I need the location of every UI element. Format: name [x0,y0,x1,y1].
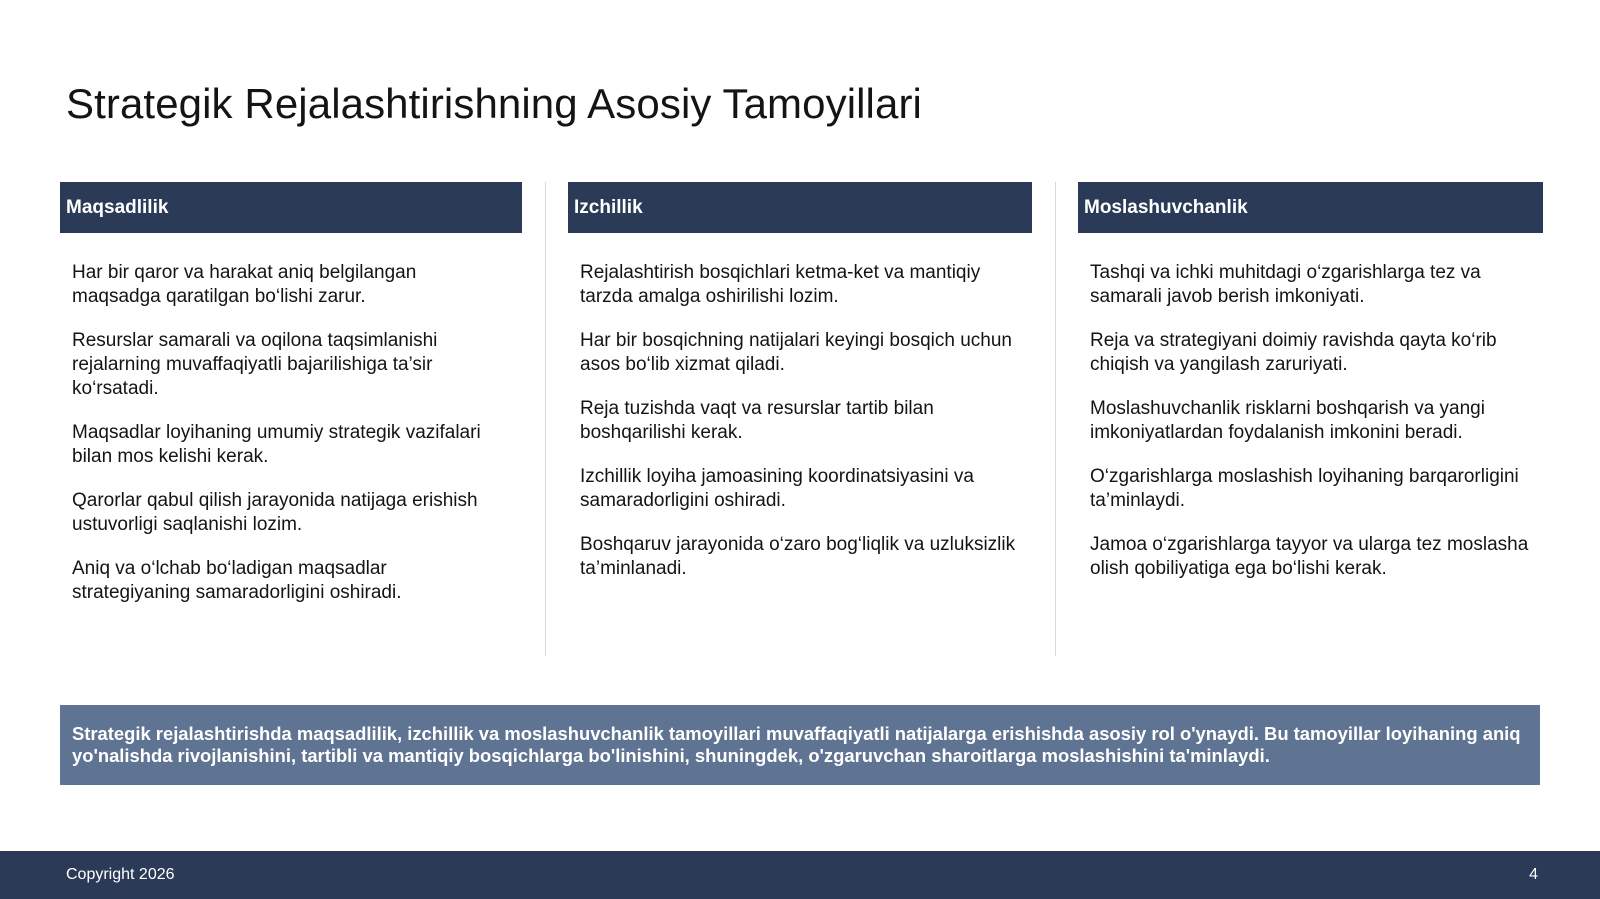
list-item: Izchillik loyiha jamoasining koordinatsiyasini va samaradorligini oshiradi. [580,466,974,511]
column-izchillik [568,182,1032,601]
list-item: O‘zgarishlarga moslashish loyihaning barqarorligini ta’minlaydi. [1090,466,1519,511]
column-header: Moslashuvchanlik [1078,182,1543,233]
column-items [60,233,522,605]
list-item: Resurslar samarali va oqilona taqsimlanishi rejalarning muvaffaqiyatli bajarilishiga ta’sir ko‘rsatadi. [72,330,438,399]
list-item: Rejalashtirish bosqichlari ketma-ket va mantiqiy tarzda amalga oshirilishi lozim. [580,262,981,307]
list-item: Reja va strategiyani doimiy ravishda qayta ko‘rib chiqish va yangilash zaruriyati. [1090,330,1497,375]
footer-bar [0,851,1600,899]
column-moslashuvchanlik [1078,182,1543,601]
column-maqsadlilik [60,182,522,625]
page-number: 4 [1529,866,1538,883]
column-items [568,233,1032,581]
slide-title: Strategik Rejalashtirishning Asosiy Tamoyillari [66,80,922,127]
column-header: Maqsadlilik [60,182,522,233]
list-item: Har bir qaror va harakat aniq belgilangan maqsadga qaratilgan bo‘lishi zarur. [72,262,417,307]
list-item: Reja tuzishda vaqt va resurslar tartib bilan boshqarilishi kerak. [580,398,934,443]
column-divider [545,182,546,656]
list-item: Aniq va o‘lchab bo‘ladigan maqsadlar strategiyaning samaradorligini oshiradi. [72,558,402,603]
list-item: Har bir bosqichning natijalari keyingi bosqich uchun asos bo‘lib xizmat qiladi. [580,330,1012,375]
copyright-text: Copyright 2026 [66,866,175,883]
list-item: Jamoa o‘zgarishlarga tayyor va ularga tez moslasha olish qobiliyatiga ega bo‘lishi kerak. [1090,534,1529,579]
column-header: Izchillik [568,182,1032,233]
list-item: Qarorlar qabul qilish jarayonida natijaga erishish ustuvorligi saqlanishi lozim. [72,490,478,535]
list-item: Maqsadlar loyihaning umumiy strategik vazifalari bilan mos kelishi kerak. [72,422,481,467]
list-item: Moslashuvchanlik risklarni boshqarish va yangi imkoniyatlardan foydalanish imkonini beradi. [1090,398,1485,443]
summary-box: Strategik rejalashtirishda maqsadlilik, izchillik va moslashuvchanlik tamoyillari muvaffaqiyatli natijalarga erishishda asosiy rol o'ynaydi. Bu tamoyillar loyihaning aniq yo'nalishda rivojlanishini, tartibli va mantiqiy bosqichlarga bo'linishini, shuningdek, o'zgaruvchan sharoitlarga moslashishini ta'minlaydi. [60,705,1540,785]
column-items [1078,233,1543,581]
list-item: Tashqi va ichki muhitdagi o‘zgarishlarga tez va samarali javob berish imkoniyati. [1090,262,1481,307]
column-divider [1055,182,1056,656]
list-item: Boshqaruv jarayonida o‘zaro bog‘liqlik va uzluksizlik ta’minlanadi. [580,534,1016,579]
